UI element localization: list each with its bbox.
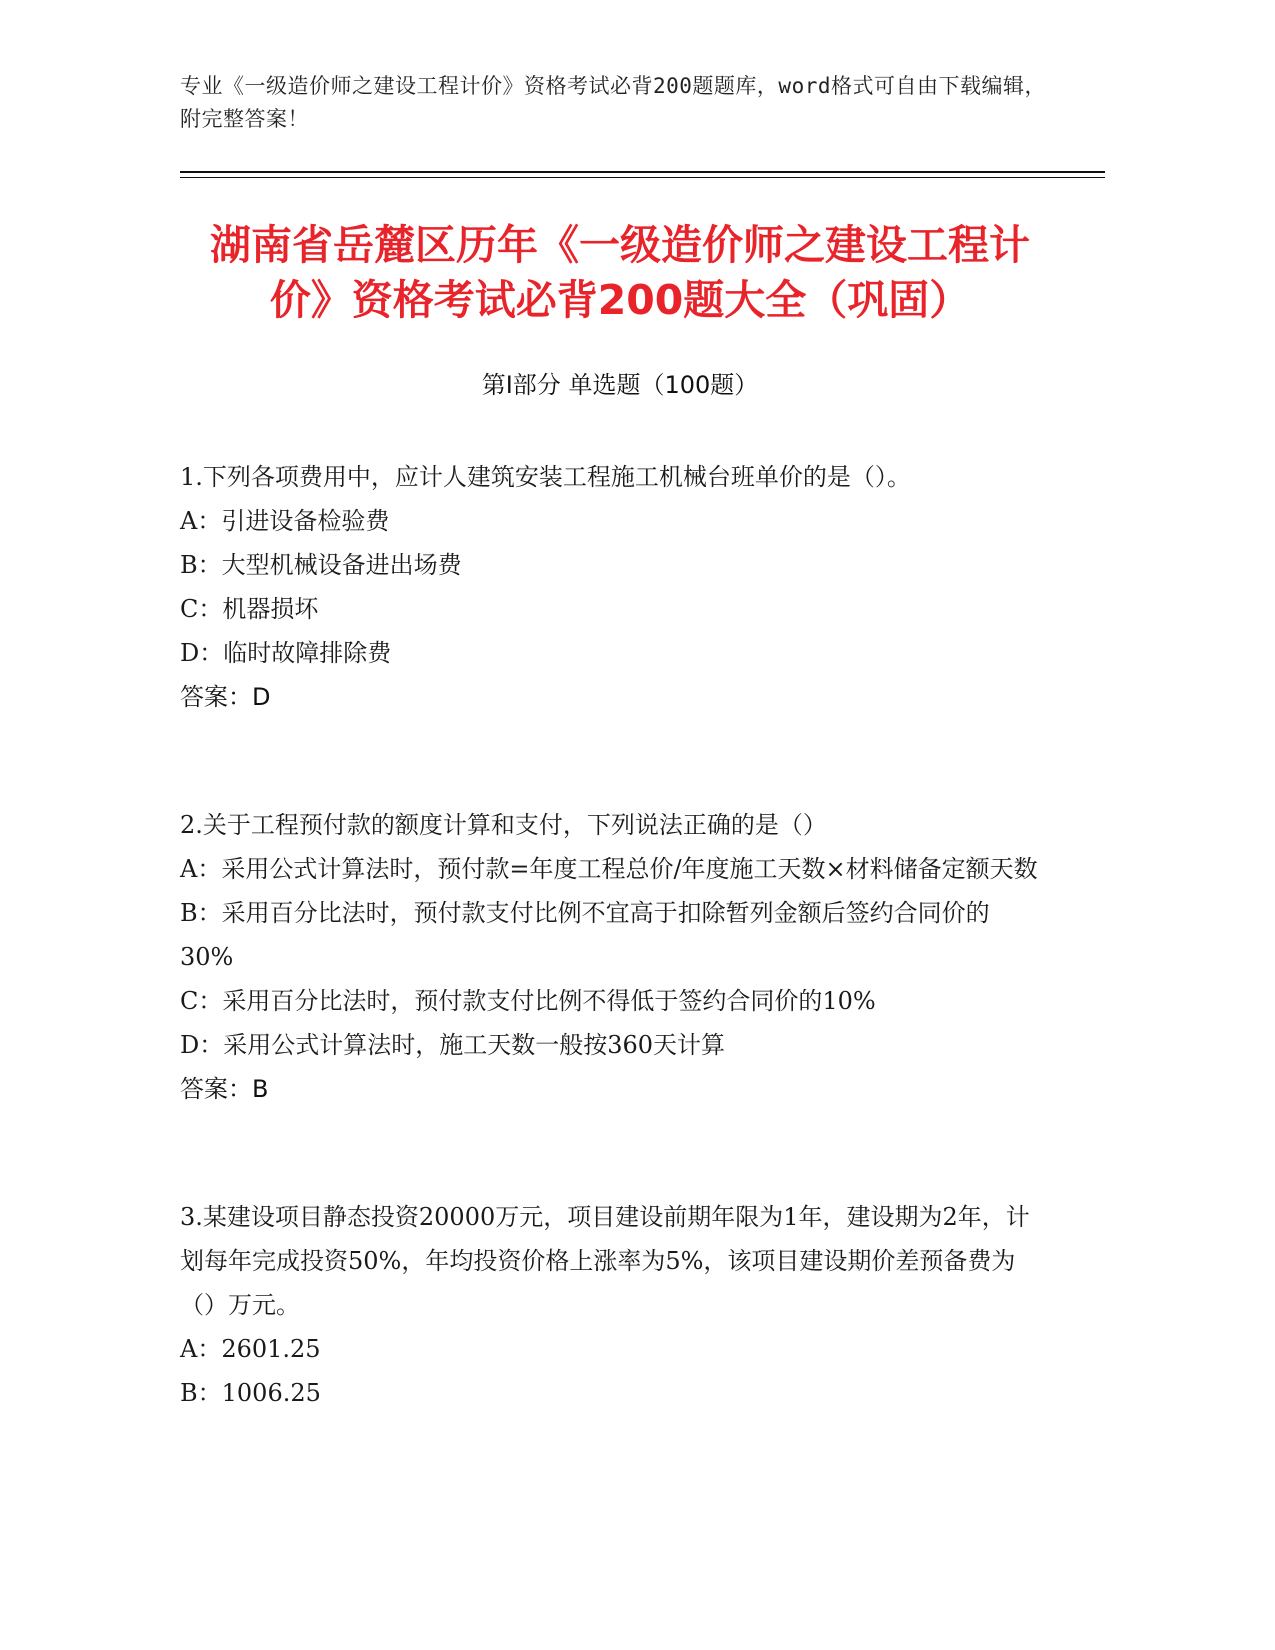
option-c: C：机器损坏 xyxy=(180,595,319,623)
option-c: C：采用百分比法时，预付款支付比例不得低于签约合同价的10% xyxy=(180,987,876,1015)
question-stem: 1.下列各项费用中，应计人建筑安装工程施工机械台班单价的是（）。 xyxy=(180,463,911,491)
header-note: 专业《一级造价师之建设工程计价》资格考试必背200题题库，word格式可自由下载编辑，附完整答案！ xyxy=(180,74,1046,131)
option-d: D：采用公式计算法时，施工天数一般按360天计算 xyxy=(180,1031,726,1059)
answer: 答案：D xyxy=(180,683,271,711)
question-3 xyxy=(180,1195,1040,1415)
option-a: A：2601.25 xyxy=(180,1335,321,1363)
option-a: A：引进设备检验费 xyxy=(180,507,390,535)
question-stem: 2.关于工程预付款的额度计算和支付，下列说法正确的是（） xyxy=(180,811,827,839)
header-rule-thick xyxy=(180,171,1105,173)
option-a: A：采用公式计算法时，预付款=年度工程总价/年度施工天数×材料储备定额天数 xyxy=(180,855,1038,883)
option-b: B：1006.25 xyxy=(180,1379,321,1407)
header-rule-thin xyxy=(180,177,1105,178)
answer: 答案：B xyxy=(180,1075,269,1103)
document-title: 湖南省岳麓区历年《一级造价师之建设工程计价》资格考试必背200题大全（巩固） xyxy=(210,221,1030,324)
option-b: B：采用百分比法时，预付款支付比例不宜高于扣除暂列金额后签约合同价的30% xyxy=(180,899,990,971)
question-2 xyxy=(180,803,1040,1111)
option-d: D：临时故障排除费 xyxy=(180,639,392,667)
question-stem: 3.某建设项目静态投资20000万元，项目建设前期年限为1年，建设期为2年，计划每年完成投资50%，年均投资价格上涨率为5%，该项目建设期价差预备费为（）万元。 xyxy=(180,1203,1030,1319)
question-1 xyxy=(180,455,1040,719)
section-title: 第I部分 单选题（100题） xyxy=(481,371,759,399)
option-b: B：大型机械设备进出场费 xyxy=(180,551,462,579)
